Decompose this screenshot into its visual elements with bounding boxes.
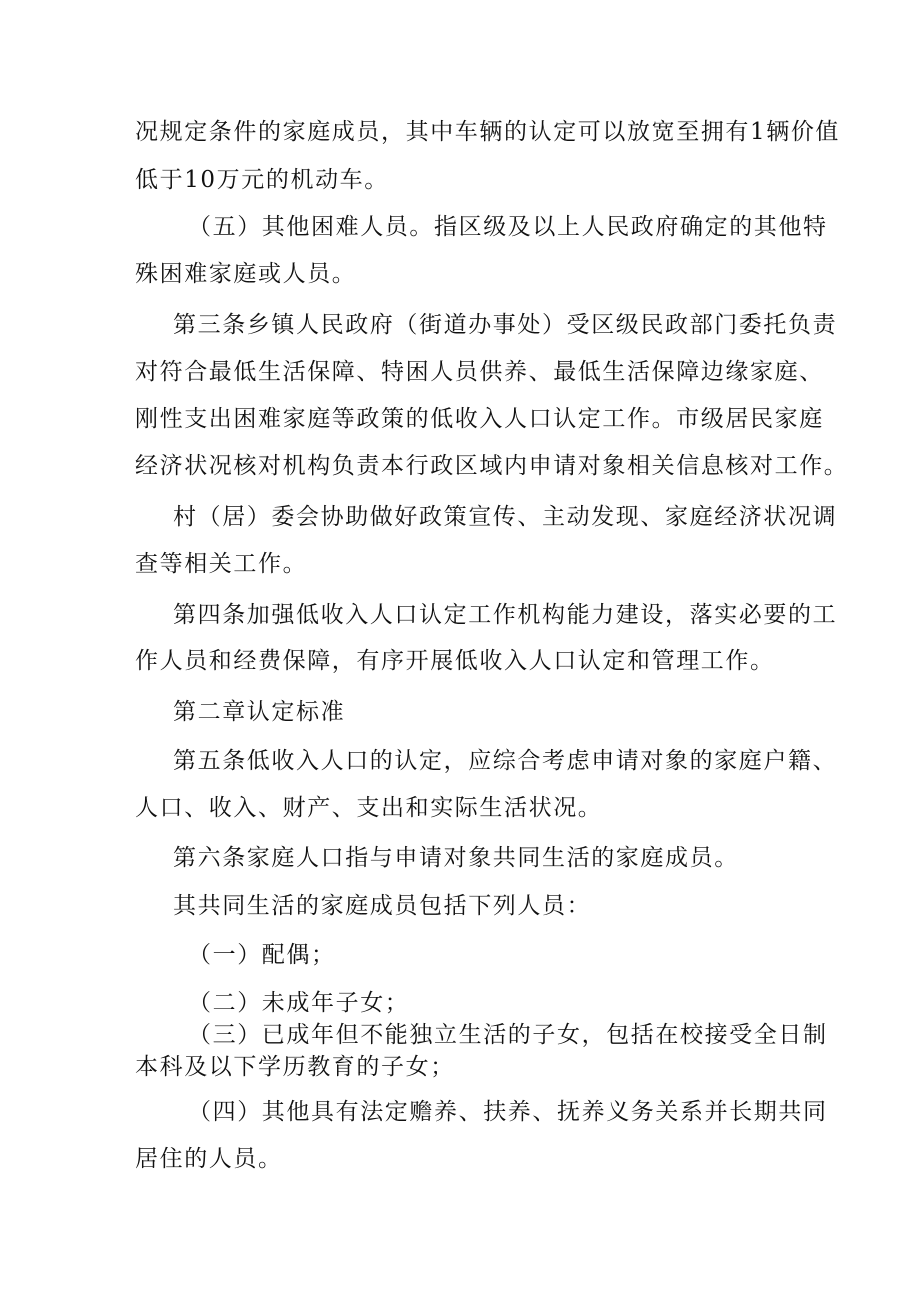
chapter-heading: 第二章认定标准 — [173, 699, 346, 725]
paragraph-line: 村（居）委会协助做好政策宣传、主动发现、家庭经济状况调 — [173, 504, 838, 530]
list-item-line: （三）已成年但不能独立生活的子女，包括在校接受全日制 — [188, 1022, 828, 1048]
article-line: 第三条乡镇人民政府（街道办事处）受区级民政部门委托负责 — [173, 312, 838, 338]
list-item-line: 殊困难家庭或人员。 — [135, 261, 357, 287]
article-line: 第五条低收入人口的认定，应综合考虑申请对象的家庭户籍、 — [173, 748, 838, 774]
list-item-line: （四）其他具有法定赡养、扶养、抚养义务关系并长期共同 — [188, 1099, 828, 1125]
paragraph-line: 况规定条件的家庭成员，其中车辆的认定可以放宽至拥有1辆价值 — [135, 119, 841, 145]
list-item-line: 居住的人员。 — [135, 1146, 283, 1172]
article-line: 经济状况核对机构负责本行政区域内申请对象相关信息核对工作。 — [135, 453, 849, 479]
paragraph-line: 低于10万元的机动车。 — [135, 167, 389, 193]
article-line: 刚性支出困难家庭等政策的低收入人口认定工作。市级居民家庭 — [135, 406, 824, 432]
paragraph-line: 其共同生活的家庭成员包括下列人员： — [173, 893, 592, 919]
article-line: 人口、收入、财产、支出和实际生活状况。 — [135, 795, 603, 821]
list-item-line: （五）其他困难人员。指区级及以上人民政府确定的其他特 — [188, 214, 828, 240]
article-line: 作人员和经费保障，有序开展低收入人口认定和管理工作。 — [135, 648, 775, 674]
list-item-line: 本科及以下学历教育的子女； — [135, 1054, 455, 1080]
article-line: 第四条加强低收入人口认定工作机构能力建设，落实必要的工 — [173, 602, 838, 628]
article-line: 对符合最低生活保障、特困人员供养、最低生活保障边缘家庭、 — [135, 359, 824, 385]
paragraph-line: 查等相关工作。 — [135, 551, 308, 577]
list-item-line: （二）未成年子女； — [188, 990, 410, 1016]
article-line: 第六条家庭人口指与申请对象共同生活的家庭成员。 — [173, 845, 739, 871]
list-item-line: （一）配偶； — [188, 942, 336, 968]
